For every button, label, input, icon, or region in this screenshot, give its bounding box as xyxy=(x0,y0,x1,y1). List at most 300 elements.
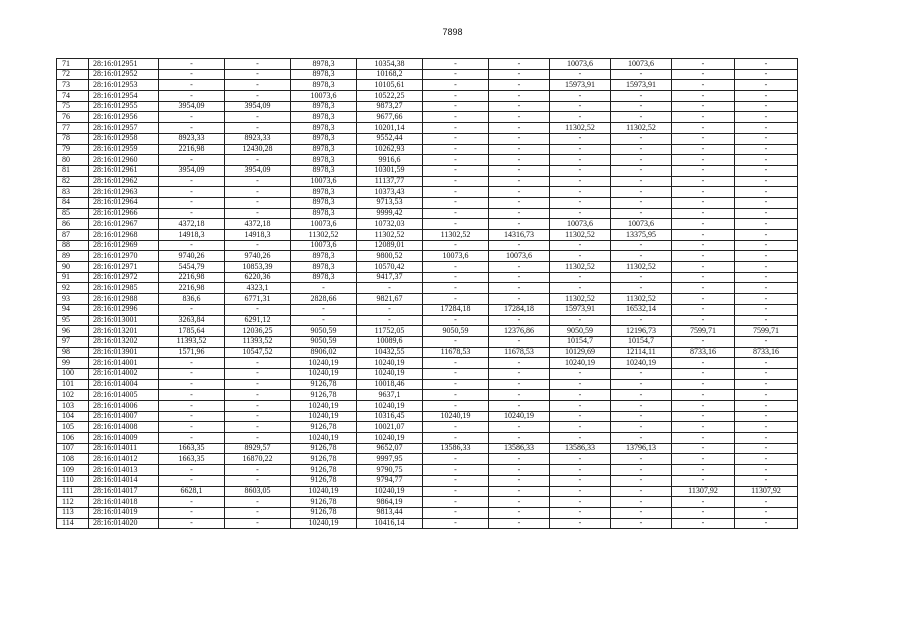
value-cell: 10240,19 xyxy=(291,411,357,422)
value-cell: - xyxy=(611,91,672,102)
value-cell: - xyxy=(225,155,291,166)
value-cell: - xyxy=(611,251,672,262)
value-cell: - xyxy=(159,197,225,208)
value-cell: 10732,03 xyxy=(357,219,423,230)
row-number-cell: 96 xyxy=(57,326,89,337)
value-cell: - xyxy=(489,294,550,305)
value-cell: 9126,78 xyxy=(291,475,357,486)
value-cell: - xyxy=(159,497,225,508)
value-cell: - xyxy=(550,507,611,518)
value-cell: 9790,75 xyxy=(357,465,423,476)
value-cell: - xyxy=(735,262,798,273)
value-cell: - xyxy=(423,486,489,497)
table-row xyxy=(57,507,798,518)
table-row xyxy=(57,187,798,198)
value-cell: 10073,6 xyxy=(423,251,489,262)
value-cell: 8978,3 xyxy=(291,155,357,166)
value-cell: 9864,19 xyxy=(357,497,423,508)
value-cell: - xyxy=(735,390,798,401)
value-cell: - xyxy=(489,486,550,497)
row-number-cell: 73 xyxy=(57,80,89,91)
value-cell: 2216,98 xyxy=(159,272,225,283)
value-cell: - xyxy=(611,497,672,508)
value-cell: - xyxy=(672,176,735,187)
value-cell: - xyxy=(550,411,611,422)
value-cell: 12036,25 xyxy=(225,326,291,337)
value-cell: - xyxy=(735,443,798,454)
value-cell: 9126,78 xyxy=(291,379,357,390)
value-cell: - xyxy=(672,443,735,454)
cadastral-number-cell: 28:16:014008 xyxy=(89,422,159,433)
value-cell: - xyxy=(225,69,291,80)
value-cell: 10301,59 xyxy=(357,165,423,176)
value-cell: - xyxy=(672,133,735,144)
value-cell: - xyxy=(672,475,735,486)
value-cell: - xyxy=(550,465,611,476)
value-cell: 10073,6 xyxy=(291,176,357,187)
value-cell: - xyxy=(423,187,489,198)
value-cell: - xyxy=(735,304,798,315)
value-cell: - xyxy=(423,59,489,70)
value-cell: - xyxy=(735,433,798,444)
value-cell: 10240,19 xyxy=(357,368,423,379)
value-cell: - xyxy=(611,315,672,326)
value-cell: - xyxy=(735,272,798,283)
value-cell: 11752,05 xyxy=(357,326,423,337)
value-cell: - xyxy=(423,497,489,508)
row-number-cell: 101 xyxy=(57,379,89,390)
table-row xyxy=(57,262,798,273)
value-cell: - xyxy=(225,112,291,123)
value-cell: - xyxy=(550,176,611,187)
value-cell: - xyxy=(291,315,357,326)
page-number: 7898 xyxy=(442,27,463,37)
cadastral-number-cell: 28:16:012966 xyxy=(89,208,159,219)
value-cell: - xyxy=(550,101,611,112)
value-cell: - xyxy=(489,91,550,102)
value-cell: - xyxy=(550,379,611,390)
value-cell: - xyxy=(225,518,291,529)
value-cell: 9050,59 xyxy=(291,336,357,347)
value-cell: - xyxy=(735,187,798,198)
value-cell: - xyxy=(672,315,735,326)
value-cell: - xyxy=(735,368,798,379)
row-number-cell: 72 xyxy=(57,69,89,80)
value-cell: - xyxy=(423,101,489,112)
cadastral-number-cell: 28:16:012958 xyxy=(89,133,159,144)
value-cell: - xyxy=(672,187,735,198)
value-cell: - xyxy=(225,176,291,187)
value-cell: 1663,35 xyxy=(159,454,225,465)
row-number-cell: 106 xyxy=(57,433,89,444)
value-cell: 13375,95 xyxy=(611,230,672,241)
value-cell: 10168,2 xyxy=(357,69,423,80)
value-cell: - xyxy=(735,294,798,305)
cadastral-number-cell: 28:16:012959 xyxy=(89,144,159,155)
value-cell: 9813,44 xyxy=(357,507,423,518)
row-number-cell: 93 xyxy=(57,294,89,305)
value-cell: - xyxy=(672,283,735,294)
row-number-cell: 98 xyxy=(57,347,89,358)
table-row xyxy=(57,219,798,230)
value-cell: - xyxy=(159,518,225,529)
value-cell: 4372,18 xyxy=(159,219,225,230)
value-cell: - xyxy=(735,358,798,369)
cadastral-number-cell: 28:16:014012 xyxy=(89,454,159,465)
value-cell: 11393,52 xyxy=(159,336,225,347)
value-cell: - xyxy=(489,475,550,486)
value-cell: 10853,39 xyxy=(225,262,291,273)
value-cell: - xyxy=(489,272,550,283)
value-cell: - xyxy=(611,433,672,444)
value-cell: - xyxy=(159,69,225,80)
row-number-cell: 100 xyxy=(57,368,89,379)
value-cell: - xyxy=(489,507,550,518)
table-row xyxy=(57,518,798,529)
value-cell: - xyxy=(489,133,550,144)
value-cell: 11302,52 xyxy=(550,123,611,134)
value-cell: 10416,14 xyxy=(357,518,423,529)
cadastral-number-cell: 28:16:012954 xyxy=(89,91,159,102)
value-cell: - xyxy=(550,497,611,508)
table-row xyxy=(57,465,798,476)
row-number-cell: 75 xyxy=(57,101,89,112)
value-cell: - xyxy=(225,80,291,91)
value-cell: - xyxy=(159,390,225,401)
row-number-cell: 88 xyxy=(57,240,89,251)
table-row xyxy=(57,475,798,486)
row-number-cell: 77 xyxy=(57,123,89,134)
table-row xyxy=(57,176,798,187)
value-cell: 10240,19 xyxy=(550,358,611,369)
value-cell: 3954,09 xyxy=(225,101,291,112)
row-number-cell: 86 xyxy=(57,219,89,230)
value-cell: - xyxy=(735,411,798,422)
value-cell: - xyxy=(672,304,735,315)
value-cell: 3954,09 xyxy=(159,101,225,112)
table-row xyxy=(57,283,798,294)
value-cell: - xyxy=(489,465,550,476)
value-cell: 11302,52 xyxy=(291,230,357,241)
value-cell: - xyxy=(672,272,735,283)
cadastral-number-cell: 28:16:014011 xyxy=(89,443,159,454)
value-cell: 9740,26 xyxy=(225,251,291,262)
value-cell: - xyxy=(357,304,423,315)
value-cell: - xyxy=(735,219,798,230)
value-cell: - xyxy=(423,390,489,401)
value-cell: - xyxy=(611,197,672,208)
value-cell: - xyxy=(489,155,550,166)
cadastral-number-cell: 28:16:014014 xyxy=(89,475,159,486)
value-cell: 9800,52 xyxy=(357,251,423,262)
value-cell: - xyxy=(159,176,225,187)
value-cell: - xyxy=(291,304,357,315)
value-cell: - xyxy=(550,390,611,401)
value-cell: - xyxy=(735,69,798,80)
value-cell: 8929,57 xyxy=(225,443,291,454)
value-cell: - xyxy=(423,454,489,465)
value-cell: 7599,71 xyxy=(672,326,735,337)
value-cell: - xyxy=(672,433,735,444)
row-number-cell: 76 xyxy=(57,112,89,123)
value-cell: 10262,93 xyxy=(357,144,423,155)
value-cell: - xyxy=(423,379,489,390)
value-cell: - xyxy=(672,507,735,518)
value-cell: 11302,52 xyxy=(550,230,611,241)
value-cell: 8978,3 xyxy=(291,208,357,219)
value-cell: - xyxy=(423,518,489,529)
table-row xyxy=(57,208,798,219)
cadastral-number-cell: 28:16:014004 xyxy=(89,379,159,390)
cadastral-number-cell: 28:16:014005 xyxy=(89,390,159,401)
value-cell: 10201,14 xyxy=(357,123,423,134)
value-cell: 10240,19 xyxy=(357,486,423,497)
value-cell: - xyxy=(735,176,798,187)
value-cell: 2216,98 xyxy=(159,283,225,294)
value-cell: 10240,19 xyxy=(357,433,423,444)
value-cell: - xyxy=(672,358,735,369)
value-cell: - xyxy=(735,155,798,166)
value-cell: - xyxy=(489,454,550,465)
value-cell: 8978,3 xyxy=(291,80,357,91)
value-cell: - xyxy=(159,80,225,91)
row-number-cell: 103 xyxy=(57,401,89,412)
value-cell: 10073,6 xyxy=(550,59,611,70)
value-cell: - xyxy=(672,123,735,134)
value-cell: 1663,35 xyxy=(159,443,225,454)
value-cell: - xyxy=(423,80,489,91)
value-cell: - xyxy=(611,401,672,412)
value-cell: 10240,19 xyxy=(291,368,357,379)
value-cell: - xyxy=(550,283,611,294)
value-cell: 8978,3 xyxy=(291,101,357,112)
value-cell: - xyxy=(225,240,291,251)
value-cell: - xyxy=(735,133,798,144)
value-cell: - xyxy=(225,507,291,518)
value-cell: - xyxy=(225,390,291,401)
value-cell: - xyxy=(735,240,798,251)
value-cell: - xyxy=(225,187,291,198)
value-cell: 17284,18 xyxy=(489,304,550,315)
table-row xyxy=(57,123,798,134)
value-cell: - xyxy=(423,465,489,476)
value-cell: - xyxy=(423,240,489,251)
value-cell: - xyxy=(611,133,672,144)
row-number-cell: 105 xyxy=(57,422,89,433)
value-cell: 11678,53 xyxy=(489,347,550,358)
value-cell: - xyxy=(611,144,672,155)
value-cell: - xyxy=(489,379,550,390)
value-cell: - xyxy=(735,230,798,241)
value-cell: 4323,1 xyxy=(225,283,291,294)
value-cell: - xyxy=(159,304,225,315)
value-cell: - xyxy=(159,475,225,486)
table-row xyxy=(57,326,798,337)
value-cell: 10240,19 xyxy=(291,433,357,444)
value-cell: 10240,19 xyxy=(611,358,672,369)
value-cell: - xyxy=(550,91,611,102)
value-cell: - xyxy=(735,112,798,123)
table-row xyxy=(57,379,798,390)
value-cell: - xyxy=(225,368,291,379)
value-cell: - xyxy=(489,144,550,155)
value-cell: - xyxy=(735,379,798,390)
value-cell: - xyxy=(672,411,735,422)
value-cell: - xyxy=(489,368,550,379)
row-number-cell: 104 xyxy=(57,411,89,422)
value-cell: - xyxy=(672,497,735,508)
row-number-cell: 79 xyxy=(57,144,89,155)
value-cell: - xyxy=(159,411,225,422)
value-cell: - xyxy=(735,465,798,476)
value-cell: - xyxy=(159,358,225,369)
value-cell: - xyxy=(550,69,611,80)
value-cell: - xyxy=(423,144,489,155)
value-cell: - xyxy=(611,240,672,251)
value-cell: 11302,52 xyxy=(611,123,672,134)
value-cell: 6771,31 xyxy=(225,294,291,305)
value-cell: - xyxy=(735,123,798,134)
value-cell: - xyxy=(225,411,291,422)
value-cell: 6220,36 xyxy=(225,272,291,283)
value-cell: - xyxy=(735,197,798,208)
value-cell: - xyxy=(672,401,735,412)
cadastral-number-cell: 28:16:014019 xyxy=(89,507,159,518)
table-row xyxy=(57,497,798,508)
value-cell: - xyxy=(611,69,672,80)
value-cell: 4372,18 xyxy=(225,219,291,230)
value-cell: 14918,3 xyxy=(225,230,291,241)
value-cell: 9126,78 xyxy=(291,454,357,465)
table-row xyxy=(57,454,798,465)
value-cell: 11678,53 xyxy=(423,347,489,358)
value-cell: 2828,66 xyxy=(291,294,357,305)
value-cell: 10240,19 xyxy=(489,411,550,422)
cadastral-number-cell: 28:16:014001 xyxy=(89,358,159,369)
table-row xyxy=(57,69,798,80)
value-cell: - xyxy=(735,422,798,433)
table-row xyxy=(57,315,798,326)
value-cell: 6628,1 xyxy=(159,486,225,497)
value-cell: - xyxy=(159,422,225,433)
value-cell: 11393,52 xyxy=(225,336,291,347)
value-cell: - xyxy=(550,518,611,529)
cadastral-number-cell: 28:16:013001 xyxy=(89,315,159,326)
value-cell: 11307,92 xyxy=(735,486,798,497)
value-cell: - xyxy=(611,101,672,112)
value-cell: 9417,37 xyxy=(357,272,423,283)
cadastral-number-cell: 28:16:013201 xyxy=(89,326,159,337)
value-cell: 8978,3 xyxy=(291,197,357,208)
cadastral-number-cell: 28:16:012969 xyxy=(89,240,159,251)
cadastral-number-cell: 28:16:014020 xyxy=(89,518,159,529)
value-cell: - xyxy=(489,518,550,529)
value-cell: 8978,3 xyxy=(291,262,357,273)
value-cell: - xyxy=(423,197,489,208)
value-cell: 11307,92 xyxy=(672,486,735,497)
value-cell: - xyxy=(423,112,489,123)
value-cell: 14918,3 xyxy=(159,230,225,241)
cadastral-number-cell: 28:16:014009 xyxy=(89,433,159,444)
row-number-cell: 74 xyxy=(57,91,89,102)
value-cell: - xyxy=(672,518,735,529)
value-cell: 10073,6 xyxy=(611,59,672,70)
value-cell: - xyxy=(611,379,672,390)
value-cell: - xyxy=(735,475,798,486)
row-number-cell: 90 xyxy=(57,262,89,273)
value-cell: 10570,42 xyxy=(357,262,423,273)
value-cell: 9999,42 xyxy=(357,208,423,219)
cadastral-number-cell: 28:16:012988 xyxy=(89,294,159,305)
table-row xyxy=(57,251,798,262)
value-cell: - xyxy=(550,272,611,283)
value-cell: 10089,6 xyxy=(357,336,423,347)
value-cell: - xyxy=(159,187,225,198)
value-cell: - xyxy=(159,112,225,123)
value-cell: - xyxy=(225,197,291,208)
table-row xyxy=(57,272,798,283)
value-cell: - xyxy=(423,315,489,326)
value-cell: - xyxy=(423,336,489,347)
value-cell: 9637,1 xyxy=(357,390,423,401)
row-number-cell: 89 xyxy=(57,251,89,262)
value-cell: 9652,07 xyxy=(357,443,423,454)
table-row xyxy=(57,197,798,208)
value-cell: 10432,55 xyxy=(357,347,423,358)
value-cell: - xyxy=(489,358,550,369)
value-cell: - xyxy=(735,283,798,294)
value-cell: 3263,84 xyxy=(159,315,225,326)
value-cell: - xyxy=(159,59,225,70)
value-cell: - xyxy=(550,475,611,486)
value-cell: - xyxy=(489,240,550,251)
value-cell: 10547,52 xyxy=(225,347,291,358)
value-cell: - xyxy=(672,101,735,112)
row-number-cell: 78 xyxy=(57,133,89,144)
value-cell: 16870,22 xyxy=(225,454,291,465)
cadastral-number-cell: 28:16:012971 xyxy=(89,262,159,273)
value-cell: 12089,01 xyxy=(357,240,423,251)
row-number-cell: 82 xyxy=(57,176,89,187)
value-cell: - xyxy=(672,80,735,91)
row-number-cell: 81 xyxy=(57,165,89,176)
cadastral-number-cell: 28:16:012955 xyxy=(89,101,159,112)
row-number-cell: 109 xyxy=(57,465,89,476)
value-cell: - xyxy=(489,422,550,433)
value-cell: 10240,19 xyxy=(291,518,357,529)
value-cell: 13586,33 xyxy=(550,443,611,454)
value-cell: - xyxy=(550,422,611,433)
value-cell: - xyxy=(550,401,611,412)
value-cell: - xyxy=(611,507,672,518)
table-row xyxy=(57,155,798,166)
value-cell: - xyxy=(550,165,611,176)
row-number-cell: 114 xyxy=(57,518,89,529)
table-row xyxy=(57,411,798,422)
value-cell: - xyxy=(423,422,489,433)
value-cell: - xyxy=(423,433,489,444)
cadastral-number-cell: 28:16:014013 xyxy=(89,465,159,476)
table-row xyxy=(57,336,798,347)
row-number-cell: 80 xyxy=(57,155,89,166)
value-cell: 2216,98 xyxy=(159,144,225,155)
table-row xyxy=(57,230,798,241)
value-cell: - xyxy=(225,358,291,369)
value-cell: 3954,09 xyxy=(225,165,291,176)
row-number-cell: 94 xyxy=(57,304,89,315)
value-cell: - xyxy=(489,123,550,134)
table-row xyxy=(57,347,798,358)
